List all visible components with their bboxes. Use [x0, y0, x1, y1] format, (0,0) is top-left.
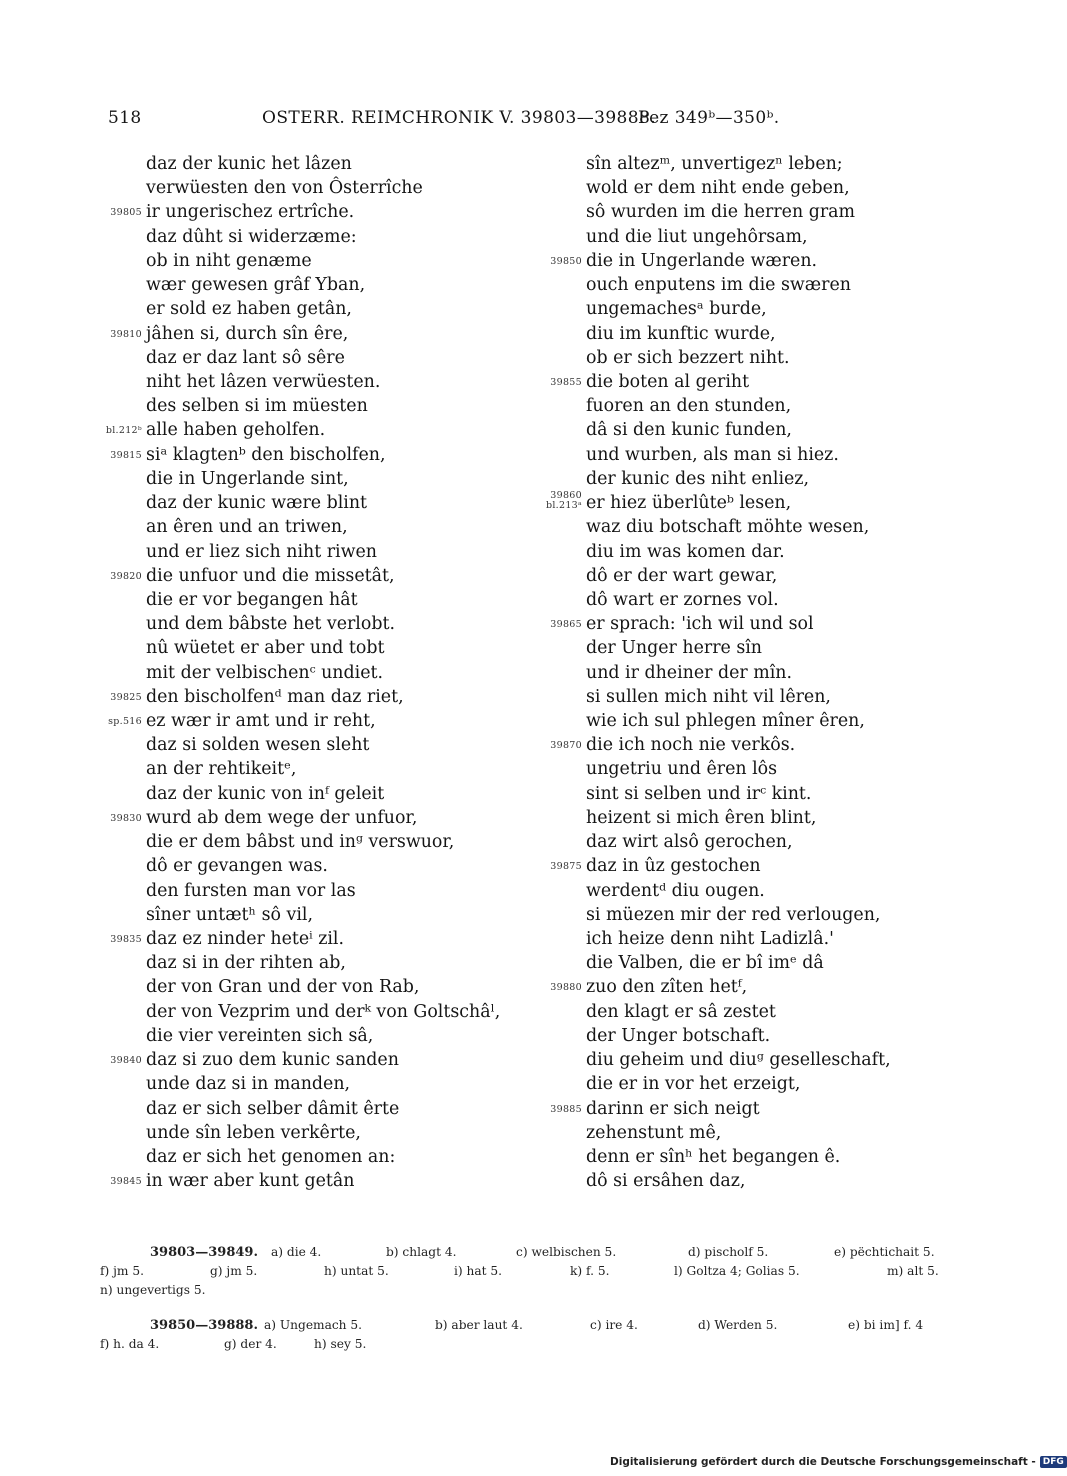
verse-text: si sullen mich niht vil lêren, [586, 686, 831, 707]
verse-text: ir ungerischez ertrîche. [146, 202, 355, 223]
verse-line [540, 612, 960, 636]
verse-line [540, 443, 960, 467]
verse-text: und die liut ungehôrsam, [586, 226, 808, 247]
footnote-range: 39850—39888. [150, 1318, 258, 1333]
verse-line [100, 733, 520, 757]
verse-line [540, 225, 960, 249]
verse-text: dô si ersâhen daz, [586, 1171, 746, 1192]
footnotes-block-1 [100, 1243, 960, 1300]
verse-line [100, 903, 520, 927]
line-marker: 39805 [110, 207, 142, 219]
verse-text: heizent si mich êren blint, [586, 807, 817, 828]
footnote: g) jm 5. [210, 1264, 258, 1278]
line-marker: 39870 [550, 740, 582, 752]
verse-line [540, 685, 960, 709]
verse-line [540, 903, 960, 927]
verse-text: zehenstunt mê, [586, 1122, 722, 1143]
verse-line [540, 733, 960, 757]
verse-text: dô er der wart gewar, [586, 565, 778, 586]
verse-text: daz ez ninder heteⁱ zil. [146, 929, 345, 949]
verse-text: wold er dem niht ende geben, [586, 178, 850, 199]
footnote: h) sey 5. [314, 1337, 367, 1351]
verse-line [100, 709, 520, 733]
verse-line [540, 418, 960, 442]
verse-line [540, 1072, 960, 1096]
line-marker: 39820 [110, 570, 142, 582]
verse-line [100, 879, 520, 903]
verse-line [540, 346, 960, 370]
verse-line [100, 1097, 520, 1121]
verse-line [540, 782, 960, 806]
verse-line [540, 1000, 960, 1024]
verse-text: daz dûht si widerzæme: [146, 226, 357, 247]
verse-text: ob er sich bezzert niht. [586, 347, 790, 368]
running-header [108, 108, 828, 134]
verse-text: alle haben geholfen. [146, 420, 326, 441]
verse-line [100, 370, 520, 394]
line-marker: 39860 bl.213ᵃ [545, 490, 582, 512]
verse-line [540, 636, 960, 660]
verse-text: die unfuor und die missetât, [146, 565, 395, 586]
verse-text: an êren und an triwen, [146, 517, 348, 538]
verse-line [540, 1121, 960, 1145]
verse-text: daz der kunic het lâzen [146, 154, 352, 174]
verse-text: der kunic des niht enliez, [586, 468, 809, 489]
verse-text: daz er sich het genomen an: [146, 1146, 396, 1167]
verse-text: ungemachesᵃ burde, [586, 299, 767, 320]
verse-line [540, 322, 960, 346]
verse-line [100, 515, 520, 539]
verse-line [100, 322, 520, 346]
verse-text: siᵃ klagtenᵇ den bischolfen, [146, 444, 386, 465]
verse-text: ich heize denn niht Ladizlâ.' [586, 929, 834, 949]
verse-line [540, 176, 960, 200]
verse-line [540, 297, 960, 321]
verse-text: daz si solden wesen sleht [146, 735, 370, 756]
verse-line [540, 661, 960, 685]
footnote: d) Werden 5. [698, 1318, 778, 1332]
footnote: e) pëchtichait 5. [834, 1245, 935, 1259]
verse-line [540, 515, 960, 539]
verse-line [540, 273, 960, 297]
verse-line [100, 782, 520, 806]
verse-text: des selben si im müesten [146, 396, 368, 417]
verse-line [540, 249, 960, 273]
verse-line [540, 467, 960, 491]
footnotes-block-2 [100, 1316, 960, 1354]
footnote: d) pischolf 5. [688, 1245, 769, 1259]
line-marker: bl.212ᵇ [105, 425, 142, 437]
verse-line [100, 612, 520, 636]
verse-text: dâ si den kunic funden, [586, 420, 792, 441]
footnote: h) untat 5. [324, 1264, 389, 1278]
verse-line [100, 1000, 520, 1024]
verse-line [100, 225, 520, 249]
left-verse-column [100, 152, 520, 1193]
line-marker: 39810 [110, 328, 142, 340]
verse-text: diu im was komen dar. [586, 541, 785, 562]
footnote: f) jm 5. [100, 1264, 144, 1278]
verse-line [100, 346, 520, 370]
verse-text: daz si zuo dem kunic sanden [146, 1050, 399, 1071]
verse-line [100, 854, 520, 878]
footnote: a) die 4. [271, 1245, 322, 1259]
line-marker: 39865 [550, 619, 582, 631]
verse-text: daz wirt alsô gerochen, [586, 832, 793, 853]
verse-text: denn er sînʰ het begangen ê. [586, 1146, 841, 1167]
line-marker: sp.516 [108, 716, 142, 728]
running-title: OSTERR. REIMCHRONIK V. 39803—39888. [262, 108, 657, 128]
dfg-logo: DFG [1040, 1456, 1067, 1468]
footnote: g) der 4. [224, 1337, 277, 1351]
verse-line [540, 1145, 960, 1169]
verse-line [540, 1048, 960, 1072]
verse-text: der Unger botschaft. [586, 1025, 771, 1046]
verse-text: den bischolfenᵈ man daz riet, [146, 686, 404, 707]
verse-line [100, 418, 520, 442]
verse-text: daz er sich selber dâmit êrte [146, 1098, 400, 1119]
verse-line [100, 540, 520, 564]
verse-line [540, 854, 960, 878]
verse-line [540, 491, 960, 515]
verse-text: dô er gevangen was. [146, 856, 328, 877]
funding-note: Digitalisierung gefördert durch die Deutsche Forschungsgemeinschaft - [610, 1456, 1036, 1468]
footnote: e) bi im] f. 4 [848, 1318, 924, 1332]
verse-text: die er in vor het erzeigt, [586, 1074, 801, 1095]
verse-line [100, 297, 520, 321]
verse-line [540, 1169, 960, 1193]
verse-text: der von Gran und der von Rab, [146, 977, 420, 998]
verse-text: ouch enputens im die swæren [586, 275, 851, 296]
verse-text: an der rehtikeitᵉ, [146, 759, 297, 780]
verse-text: er sold ez haben getân, [146, 299, 352, 320]
line-marker: 39840 [110, 1055, 142, 1067]
verse-line [100, 636, 520, 660]
footnote: l) Goltza 4; Golias 5. [674, 1264, 800, 1278]
verse-line [100, 661, 520, 685]
verse-line [100, 951, 520, 975]
verse-text: werdentᵈ diu ougen. [586, 880, 765, 901]
page-number: 518 [108, 108, 142, 128]
verse-line [100, 1121, 520, 1145]
pez-reference: Pez 349ᵇ—350ᵇ. [638, 108, 780, 128]
verse-text: darinn er sich neigt [586, 1098, 760, 1119]
verse-text: die boten al geriht [586, 371, 750, 392]
verse-line [100, 757, 520, 781]
right-verse-column [540, 152, 960, 1193]
verse-text: verwüesten den von Ôsterrîche [146, 178, 423, 199]
footnote: i) hat 5. [454, 1264, 503, 1278]
verse-text: diu im kunftic wurde, [586, 323, 776, 344]
verse-text: und wurben, als man si hiez. [586, 444, 839, 465]
verse-text: die er vor begangen hât [146, 589, 358, 610]
verse-text: mit der velbischenᶜ undiet. [146, 662, 384, 683]
footnote: a) Ungemach 5. [264, 1318, 363, 1332]
verse-line [100, 975, 520, 999]
verse-line [100, 152, 520, 176]
verse-text: die vier vereinten sich sâ, [146, 1025, 374, 1046]
verse-line [100, 273, 520, 297]
verse-text: ob in niht genæme [146, 250, 312, 271]
verse-text: die er dem bâbst und inᵍ verswuor, [146, 832, 455, 853]
verse-text: sô wurden im die herren gram [586, 202, 856, 223]
verse-line [540, 1097, 960, 1121]
verse-text: sîner untætʰ sô vil, [146, 904, 313, 925]
verse-text: die in Ungerlande sint, [146, 468, 349, 489]
verse-line [100, 491, 520, 515]
verse-text: diu geheim und diuᵍ geselleschaft, [586, 1050, 891, 1071]
verse-line [100, 685, 520, 709]
verse-line [540, 200, 960, 224]
line-marker: 39815 [110, 449, 142, 461]
verse-text: sîn altezᵐ, unvertigezⁿ leben; [586, 154, 843, 174]
verse-text: unde sîn leben verkêrte, [146, 1122, 361, 1143]
verse-line [100, 806, 520, 830]
footnote-range: 39803—39849. [150, 1245, 258, 1260]
verse-line [100, 249, 520, 273]
verse-text: und ir dheiner der mîn. [586, 662, 793, 683]
verse-text: die in Ungerlande wæren. [586, 250, 818, 271]
verse-text: die Valben, die er bî imᵉ dâ [586, 953, 824, 974]
verse-text: ungetriu und êren lôs [586, 759, 778, 780]
verse-line [540, 830, 960, 854]
line-marker: 39825 [110, 691, 142, 703]
verse-text: er sprach: 'ich wil und sol [586, 614, 814, 635]
verse-text: daz der kunic wære blint [146, 493, 368, 514]
verse-text: und dem bâbste het verlobt. [146, 614, 395, 635]
verse-text: den klagt er sâ zestet [586, 1001, 776, 1022]
verse-text: ez wær ir amt und ir reht, [146, 711, 376, 732]
verse-text: er hiez überlûteᵇ lesen, [586, 493, 792, 514]
verse-text: wie ich sul phlegen mîner êren, [586, 711, 865, 732]
verse-text: in wær aber kunt getân [146, 1171, 355, 1192]
line-marker: 39875 [550, 861, 582, 873]
verse-text: der Unger herre sîn [586, 638, 763, 659]
verse-line [100, 830, 520, 854]
verse-line [100, 1024, 520, 1048]
verse-line [540, 879, 960, 903]
verse-line [540, 1024, 960, 1048]
footnote: m) alt 5. [887, 1264, 939, 1278]
footnote: b) chlagt 4. [386, 1245, 457, 1259]
verse-line [100, 176, 520, 200]
footnote: f) h. da 4. [100, 1337, 160, 1351]
verse-line [540, 709, 960, 733]
verse-line [540, 152, 960, 176]
verse-line [100, 394, 520, 418]
verse-line [540, 394, 960, 418]
footnote: n) ungevertigs 5. [100, 1283, 206, 1297]
verse-line [100, 200, 520, 224]
verse-line [100, 443, 520, 467]
verse-line [100, 1072, 520, 1096]
verse-text: zuo den zîten hetᶠ, [586, 977, 748, 998]
verse-line [100, 588, 520, 612]
verse-line [100, 1048, 520, 1072]
verse-line [100, 467, 520, 491]
verse-line [540, 588, 960, 612]
verse-text: fuoren an den stunden, [586, 396, 792, 417]
line-marker: 39835 [110, 934, 142, 945]
line-marker: 39830 [110, 812, 142, 824]
verse-line [100, 564, 520, 588]
verse-text: die ich noch nie verkôs. [586, 735, 796, 756]
line-marker: 39880 [550, 982, 582, 994]
verse-text: den fursten man vor las [146, 880, 356, 901]
verse-text: wurd ab dem wege der unfuor, [146, 807, 418, 828]
line-marker: 39845 [110, 1176, 142, 1188]
verse-line [540, 540, 960, 564]
verse-text: daz si in der rihten ab, [146, 953, 346, 974]
verse-line [100, 1145, 520, 1169]
verse-text: si müezen mir der red verlougen, [586, 904, 881, 925]
verse-text: waz diu botschaft möhte wesen, [586, 517, 870, 538]
footnote: c) ire 4. [590, 1318, 638, 1332]
verse-line [540, 806, 960, 830]
line-marker: 39885 [550, 1103, 582, 1115]
verse-line [540, 975, 960, 999]
verse-line [100, 1169, 520, 1193]
dfg-funding-footer [610, 1456, 1067, 1470]
verse-line [540, 564, 960, 588]
verse-text: jâhen si, durch sîn êre, [146, 323, 349, 344]
verse-text: dô wart er zornes vol. [586, 589, 779, 610]
verse-text: sint si selben und irᶜ kint. [586, 783, 812, 804]
verse-line [540, 370, 960, 394]
footnote: c) welbischen 5. [516, 1245, 617, 1259]
verse-text: wær gewesen grâf Yban, [146, 275, 366, 296]
verse-text: daz er daz lant sô sêre [146, 347, 345, 368]
verse-text: der von Vezprim und derᵏ von Goltschâˡ, [146, 1001, 501, 1022]
line-marker: 39850 [550, 255, 582, 267]
verse-line [540, 927, 960, 951]
footnote: b) aber laut 4. [435, 1318, 523, 1332]
verse-line [540, 757, 960, 781]
line-marker: 39855 [550, 376, 582, 388]
verse-text: unde daz si in manden, [146, 1074, 351, 1095]
verse-line [100, 927, 520, 951]
verse-text: daz in ûz gestochen [586, 856, 761, 877]
verse-line [540, 951, 960, 975]
verse-text: nû wüetet er aber und tobt [146, 638, 385, 659]
verse-text: und er liez sich niht riwen [146, 541, 377, 562]
verse-text: niht het lâzen verwüesten. [146, 371, 381, 392]
footnote: k) f. 5. [570, 1264, 610, 1278]
verse-text: daz der kunic von inᶠ geleit [146, 783, 385, 804]
